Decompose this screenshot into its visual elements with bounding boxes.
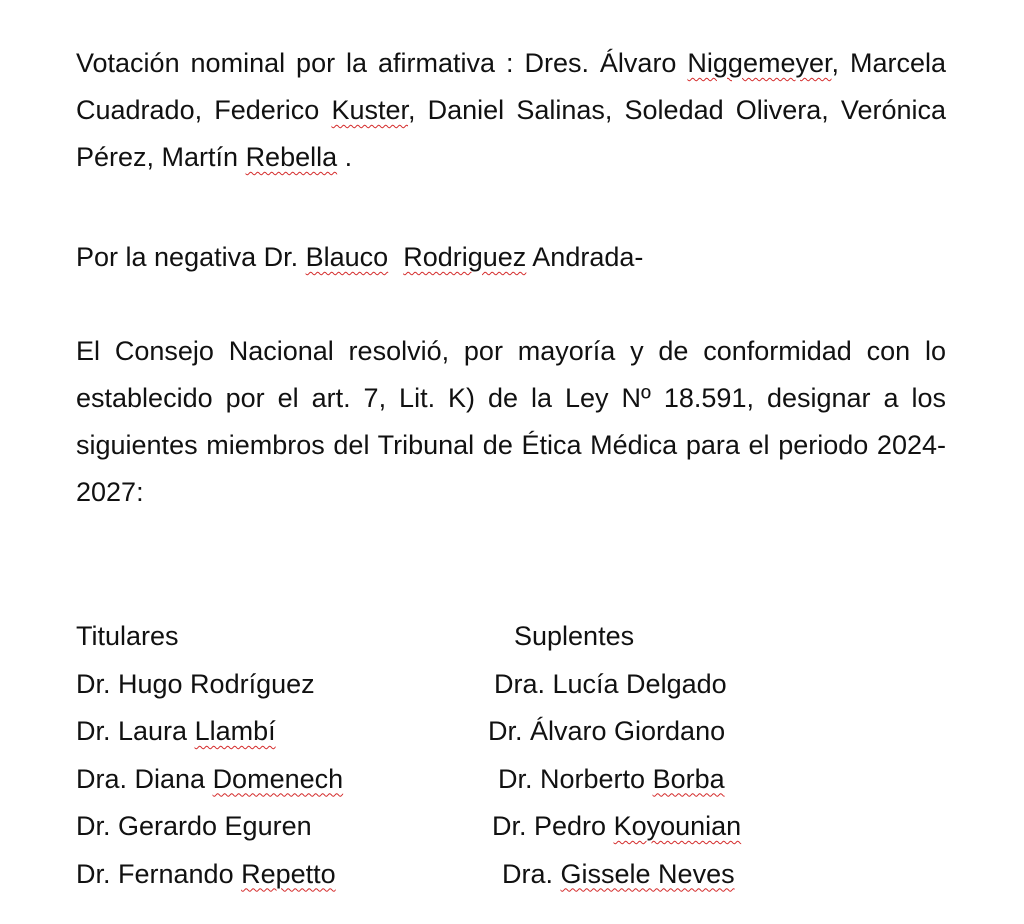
titulares-header: Titulares [76,621,179,651]
spellcheck-word[interactable]: Gissele Neves [560,858,735,889]
list-item [76,661,343,709]
list-item [76,756,343,804]
list-item [486,756,741,804]
member-name: Dr. Fernando [76,858,242,889]
member-name: Dr. Laura [76,716,195,746]
votacion-segment: , Daniel Salinas, Soledad Olivera, Verónica Pérez, Martín [76,95,947,172]
negativa-prefix: Por la negativa Dr. [76,242,306,272]
spellcheck-word[interactable]: Blauco [305,242,389,272]
spellcheck-word[interactable]: Domenech [212,763,344,794]
list-item [486,661,741,709]
negativa-gap [388,242,403,272]
spellcheck-word[interactable]: Kuster [331,95,408,125]
votacion-suffix: . [337,142,353,172]
suplentes-list [486,613,741,898]
list-item [486,708,741,756]
list-item [486,803,741,851]
spellcheck-word[interactable]: Rodriguez [403,242,527,272]
titulares-list [76,613,343,898]
member-name: Dr. Álvaro Giordano [488,716,726,746]
negativa-suffix: Andrada- [526,242,644,272]
spellcheck-word[interactable]: Niggemeyer [687,48,832,78]
spellcheck-word[interactable]: Rebella [245,142,338,172]
member-name: Dr. Gerardo Eguren [76,811,312,841]
spellcheck-word[interactable]: Koyounian [613,811,742,841]
spellcheck-word[interactable]: Repetto [241,858,336,889]
member-name: Dra. Diana [76,763,213,794]
member-name: Dra. Lucía Delgado [494,668,727,699]
suplentes-header: Suplentes [514,621,635,651]
votacion-segment: , Marcela Cuadrado, Federico [76,48,946,125]
votacion-negativa-paragraph [76,234,946,281]
list-item [76,851,343,899]
member-name: Dr. Hugo Rodríguez [76,668,315,699]
member-name: Dr. Pedro [492,811,614,841]
member-name: Dr. Norberto [498,763,653,794]
list-item [76,803,343,851]
list-item [76,708,343,756]
list-item [486,851,741,899]
member-name: Dra. [502,858,561,889]
spellcheck-word[interactable]: Llambí [194,716,276,746]
spellcheck-word[interactable]: Borba [652,763,725,794]
resolucion-paragraph: El Consejo Nacional resolvió, por mayoría y de conformidad con lo establecido por el art. 7, Lit. K) de la Ley Nº 18.591, designar a los siguientes miembros del Tribunal de Ética Médica para el periodo 2024-2027: [76,336,946,507]
votacion-prefix: Votación nominal por la afirmativa : Dres. Álvaro [76,48,688,78]
votacion-afirmativa-paragraph [76,40,946,181]
